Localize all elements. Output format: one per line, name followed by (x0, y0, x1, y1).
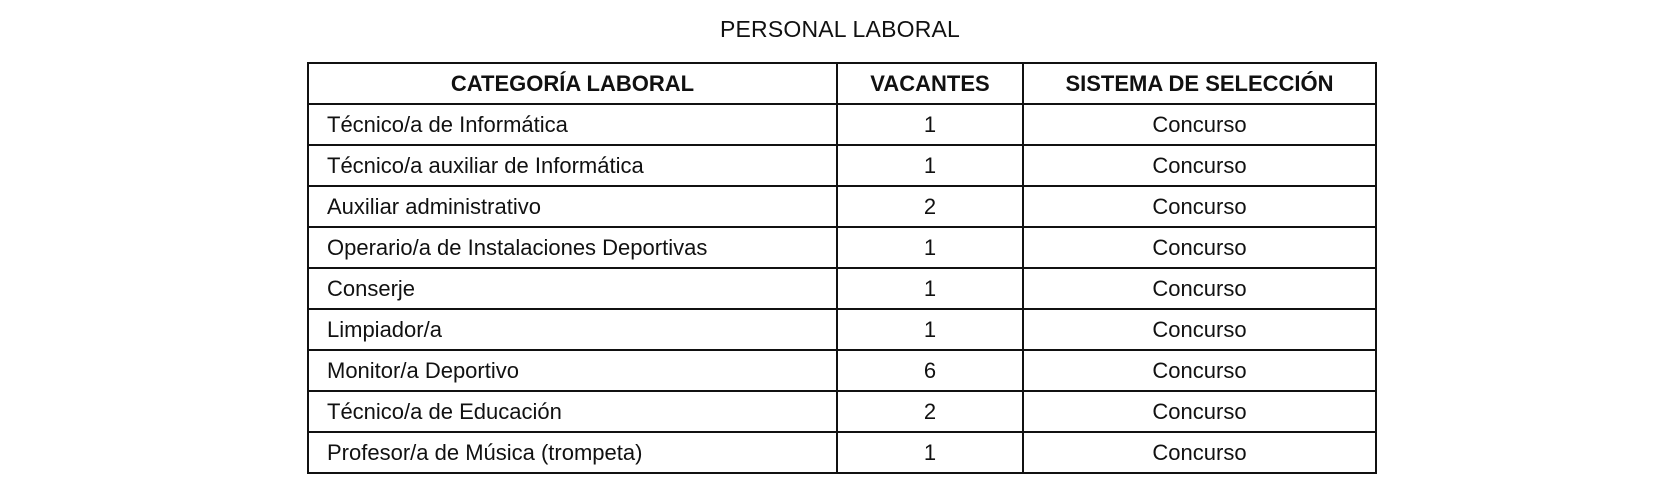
cell-categoria: Monitor/a Deportivo (308, 350, 837, 391)
table-row (308, 309, 1376, 350)
table-row (308, 104, 1376, 145)
cell-vacantes: 2 (837, 391, 1023, 432)
cell-categoria: Técnico/a de Educación (308, 391, 837, 432)
cell-categoria: Profesor/a de Música (trompeta) (308, 432, 837, 473)
cell-categoria: Limpiador/a (308, 309, 837, 350)
header-categoria: CATEGORÍA LABORAL (308, 63, 837, 104)
cell-sistema: Concurso (1023, 350, 1376, 391)
cell-sistema: Concurso (1023, 309, 1376, 350)
table-row (308, 432, 1376, 473)
cell-categoria: Técnico/a auxiliar de Informática (308, 145, 837, 186)
table-header-row (308, 63, 1376, 104)
table-row (308, 268, 1376, 309)
cell-sistema: Concurso (1023, 227, 1376, 268)
cell-vacantes: 1 (837, 104, 1023, 145)
table-row (308, 391, 1376, 432)
table-row (308, 227, 1376, 268)
cell-sistema: Concurso (1023, 268, 1376, 309)
header-sistema: SISTEMA DE SELECCIÓN (1023, 63, 1376, 104)
cell-sistema: Concurso (1023, 104, 1376, 145)
table-row (308, 350, 1376, 391)
cell-vacantes: 1 (837, 227, 1023, 268)
cell-vacantes: 1 (837, 432, 1023, 473)
cell-sistema: Concurso (1023, 432, 1376, 473)
cell-vacantes: 1 (837, 309, 1023, 350)
cell-sistema: Concurso (1023, 145, 1376, 186)
vacancies-table (307, 62, 1377, 474)
cell-categoria: Conserje (308, 268, 837, 309)
header-vacantes: VACANTES (837, 63, 1023, 104)
table-row (308, 186, 1376, 227)
cell-vacantes: 2 (837, 186, 1023, 227)
cell-vacantes: 6 (837, 350, 1023, 391)
cell-categoria: Operario/a de Instalaciones Deportivas (308, 227, 837, 268)
cell-categoria: Técnico/a de Informática (308, 104, 837, 145)
cell-vacantes: 1 (837, 145, 1023, 186)
cell-vacantes: 1 (837, 268, 1023, 309)
cell-sistema: Concurso (1023, 186, 1376, 227)
cell-categoria: Auxiliar administrativo (308, 186, 837, 227)
page-title: PERSONAL LABORAL (719, 16, 961, 42)
table-row (308, 145, 1376, 186)
cell-sistema: Concurso (1023, 391, 1376, 432)
